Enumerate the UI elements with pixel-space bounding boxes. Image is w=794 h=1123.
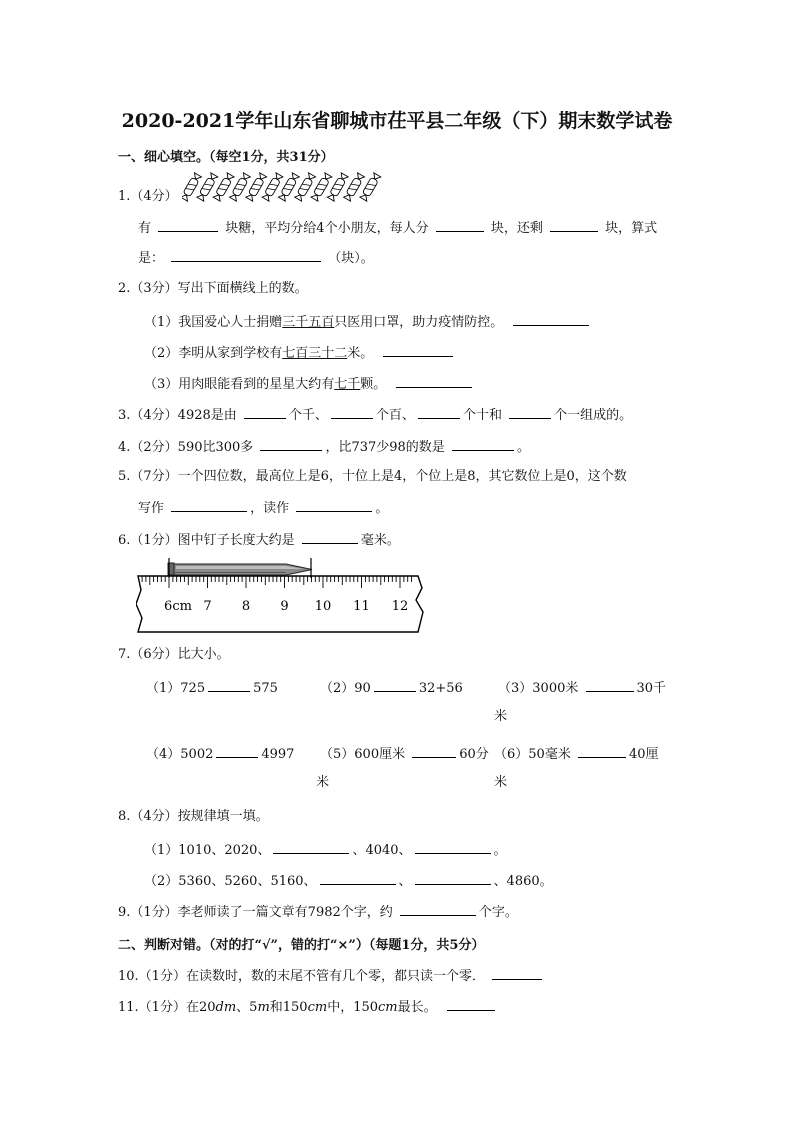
q2-s2-underlined: 七百三十二 [282, 346, 348, 361]
ruler-label: 9 [280, 599, 289, 614]
q10-a: 10.（1分）在读数时，数的末尾不管有几个零，都只读一个零． [118, 969, 485, 984]
q11-b: 、5 [236, 1000, 258, 1015]
q1-blank-2[interactable] [436, 218, 484, 232]
question-8-sub-2 [144, 871, 553, 891]
question-2-sub-1 [144, 312, 592, 332]
q8-s2-blank-1[interactable] [320, 871, 396, 885]
page-title: 2020-2021学年山东省聊城市茌平县二年级（下）期末数学试卷 [121, 110, 673, 132]
q3-text-d: 个十和 [462, 408, 502, 423]
q4-text-b: ，比737少98的数是 [325, 440, 445, 455]
q8-s1-b: 、4040、 [352, 843, 412, 858]
q3-blank-4[interactable] [509, 405, 551, 419]
nail-icon [168, 563, 312, 575]
q3-blank-3[interactable] [418, 405, 460, 419]
q7-i3-b: 30千 [636, 681, 667, 696]
q1-blank-4[interactable] [171, 248, 321, 262]
q3-text-c: 个百、 [375, 408, 415, 423]
q3-text-b: 个千、 [288, 408, 328, 423]
ruler-label: 10 [314, 599, 332, 614]
q7-i1-b: 575 [253, 681, 278, 696]
ruler-figure [136, 552, 426, 636]
q2-s2-post: 米。 [347, 346, 374, 361]
question-3 [118, 405, 632, 425]
q9-b: 个字。 [478, 905, 518, 920]
question-1-line2 [138, 248, 374, 268]
q2-s1-underlined: 三千五百 [282, 315, 335, 330]
q8-s2-c: 、4860。 [493, 874, 553, 889]
q4-blank-1[interactable] [260, 437, 322, 451]
q11-unit-2: m [257, 1000, 270, 1015]
q6-text-a: 6.（1分）图中钉子长度大约是 [118, 533, 295, 548]
question-7-stem: 7.（6分）比大小。 [118, 647, 230, 662]
q5-text-a: 写作 [138, 501, 165, 516]
candy-row [182, 170, 392, 204]
q2-s2-pre: （2）李明从家到学校有 [144, 346, 283, 361]
question-2-sub-3 [144, 374, 475, 394]
question-5-line2 [138, 498, 388, 518]
q11-blank[interactable] [447, 997, 495, 1011]
q11-c: 和150 [269, 1000, 308, 1015]
q3-blank-2[interactable] [331, 405, 373, 419]
q11-unit-3: cm [307, 1000, 328, 1015]
q8-s1-blank-1[interactable] [273, 840, 349, 854]
q2-s1-pre: （1）我国爱心人士捐赠 [144, 315, 283, 330]
question-9 [118, 902, 518, 922]
q1-text-a: 有 [138, 221, 152, 236]
question-6 [118, 530, 400, 550]
q7-i4-b: 4997 [261, 747, 295, 762]
section-2-heading: 二、判断对错。（对的打“√”，错的打“×”）（每题1分，共5分） [118, 938, 485, 953]
q7-item-2 [320, 678, 463, 698]
q1-text-c: 块，还剩 [490, 221, 543, 236]
q7-i6-blank[interactable] [578, 744, 626, 758]
q7-i6-a: （6）50毫米 [494, 747, 571, 762]
q11-a: 11.（1分）在20 [118, 1000, 216, 1015]
q7-item-4 [146, 744, 294, 764]
q8-s2-blank-2[interactable] [415, 871, 491, 885]
q7-i3-blank[interactable] [586, 678, 634, 692]
q7-i5-b: 60分 [459, 747, 489, 762]
ruler-label: 11 [353, 599, 370, 614]
q7-i2-a: （2）90 [320, 681, 371, 696]
q4-text-c: 。 [516, 440, 530, 455]
q9-a: 9.（1分）李老师读了一篇文章有7982个字，约 [118, 905, 393, 920]
q1-blank-3[interactable] [550, 218, 598, 232]
q7-i5-blank[interactable] [412, 744, 456, 758]
q7-item-1 [146, 678, 278, 698]
q5-text-b: ，读作 [250, 501, 290, 516]
q1-text-e: 是： [138, 251, 165, 266]
q3-text-a: 3.（4分）4928是由 [118, 408, 237, 423]
q7-i5-unit: 米 [316, 775, 330, 790]
question-2-sub-2 [144, 343, 456, 363]
q1-blank-1[interactable] [158, 218, 218, 232]
q7-i1-blank[interactable] [208, 678, 250, 692]
q8-s1-a: （1）1010、2020、 [144, 843, 271, 858]
question-8-stem: 8.（4分）按规律填一填。 [118, 809, 269, 824]
q7-i6-b: 40厘 [628, 747, 659, 762]
q5-text-c: 。 [375, 501, 389, 516]
q1-text-f: （块）。 [328, 251, 374, 266]
q8-s2-b: 、 [398, 874, 412, 889]
q8-s2-a: （2）5360、5260、5160、 [144, 874, 317, 889]
q7-i5-a: （5）600厘米 [320, 747, 406, 762]
q7-i1-a: （1）725 [146, 681, 206, 696]
question-8-sub-1 [144, 840, 507, 860]
q10-blank[interactable] [492, 966, 542, 980]
q7-i6-unit: 米 [494, 775, 508, 790]
q11-d: 中，150 [327, 1000, 379, 1015]
q7-i2-blank[interactable] [374, 678, 416, 692]
question-1-number: 1.（4分） [118, 189, 178, 204]
q1-text-b: 块糖，平均分给4个小朋友，每人分 [225, 221, 429, 236]
q7-i3-unit: 米 [494, 709, 508, 724]
section-1-heading: 一、细心填空。（每空1分，共31分） [118, 150, 334, 165]
q2-s3-underlined: 七千 [334, 377, 361, 392]
q11-e: 最长。 [397, 1000, 437, 1015]
q2-s3-post: 颗。 [360, 377, 387, 392]
q7-i2-b: 32+56 [418, 681, 463, 696]
q2-s1-blank[interactable] [513, 312, 589, 326]
question-2-stem: 2.（3分）写出下面横线上的数。 [118, 281, 308, 296]
q3-text-e: 个一组成的。 [554, 408, 633, 423]
q2-s3-blank[interactable] [396, 374, 472, 388]
ruler-label: 6cm [164, 599, 192, 614]
q5-blank-2[interactable] [296, 498, 372, 512]
q7-item-5 [320, 744, 489, 764]
q2-s2-blank[interactable] [383, 343, 453, 357]
question-11 [118, 997, 498, 1017]
question-10 [118, 966, 545, 986]
q7-i3-a: （3）3000米 [498, 681, 579, 696]
question-4 [118, 437, 530, 457]
q11-unit-4: cm [378, 1000, 398, 1015]
q2-s3-pre: （3）用肉眼能看到的星星大约有 [144, 377, 335, 392]
q5-blank-1[interactable] [171, 498, 247, 512]
q3-blank-1[interactable] [244, 405, 286, 419]
q1-text-d: 块，算式 [605, 221, 658, 236]
q6-text-b: 毫米。 [360, 533, 400, 548]
q2-s1-post: 只医用口罩，助力疫情防控。 [334, 315, 504, 330]
q7-i4-a: （4）5002 [146, 747, 214, 762]
q8-s1-blank-2[interactable] [415, 840, 491, 854]
q9-blank[interactable] [400, 902, 476, 916]
ruler-label: 7 [203, 599, 212, 614]
q6-blank[interactable] [302, 530, 358, 544]
ruler-label: 12 [391, 599, 409, 614]
question-5-line1: 5.（7分）一个四位数，最高位上是6，十位上是4，个位上是8，其它数位上是0，这个数 [118, 469, 627, 484]
q7-item-6 [494, 744, 659, 764]
q7-item-3 [498, 678, 666, 698]
q4-blank-2[interactable] [452, 437, 514, 451]
ruler-label: 8 [241, 599, 251, 614]
q11-unit-1: dm [215, 1000, 237, 1015]
question-1-line1 [138, 218, 657, 238]
q4-text-a: 4.（2分）590比300多 [118, 440, 254, 455]
q8-s1-c: 。 [493, 843, 507, 858]
q7-i4-blank[interactable] [216, 744, 258, 758]
